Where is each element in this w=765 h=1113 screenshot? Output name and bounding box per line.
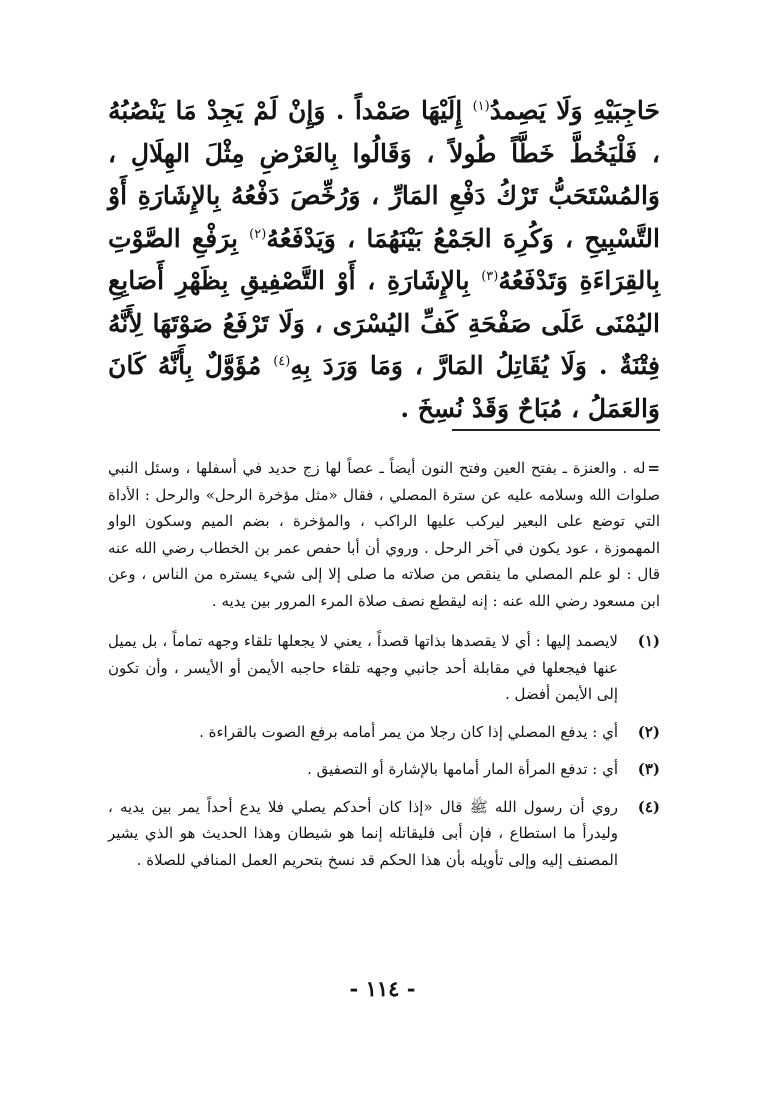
footnotes-section [108,455,660,884]
continuation-note [108,455,660,614]
continuation-marker: = [647,459,660,477]
main-text [108,90,660,430]
footnote-text: لايصمد إليها : أي لا يقصدها بذاتها قصداً ، يعني لا يجعلها تلقاء وجهه تماماً ، بل يميل عنها فيجعلها في مقابلة أحد جانبي وجهه تلقاء حاجبه الأيمن أو الأيسر ، وأن تكون إلى الأيمن أفضل . [108,632,618,703]
main-text-segment: بِرَفْعِ الصَّوْتِ بِالقِرَاءَةِ وَتَدْفَعُهُ [108,223,660,295]
footnote-separator [452,429,660,431]
footnote-number: (٢) [637,722,660,741]
main-text-segment: حَاجِبَيْهِ وَلَا يَصِمدُ [489,96,660,125]
footnote-item [108,756,660,783]
main-text-segment: إِلَيْهَا صَمْداً . وَإِنْ لَمْ يَجِدْ مَا يَنْصُبُهُ ، فَلْيَخُطَّ خَطَّاً طُولاً ، وَقَالُوا بِالعَرْضِ مِثْلَ الهِلَالِ ، وَالمُسْتَحَبُّ تَرْكُ دَفْعِ المَارِّ ، وَرُخِّصَ دَفْعُهُ بِالإِشَارَةِ أَوْ التَّسْبِيحِ ، وَكُرِهَ الجَمْعُ بَيْنَهُمَا ، وَيَدْفَعُهُ [108,96,660,253]
footnote-item [108,628,660,708]
footnote-number: (٤) [637,797,660,816]
main-text-segment: مُؤَوَّلٌ بِأَنَّهُ كَانَ وَالعَمَلُ ، مُبَاحٌ وَقَدْ نُسِخَ . [108,351,660,423]
footnote-text: أي : يدفع المصلي إذا كان رجلا من يمر أمامه برفع الصوت بالقراءة . [199,722,618,741]
footnote-marker: (٤) [273,354,291,369]
footnote-number: (٣) [637,760,660,778]
main-text-segment: بِالإِشَارَةِ ، أَوْ التَّصْفِيقِ بِظَهْرِ أَصَابِعِ اليُمْنَى عَلَى صَفْحَةِ كَفِّ اليُسْرَى ، وَلَا تَرْفَعُ صَوْتَهَا لِأَنَّهُ فِتْنَةٌ . وَلَا يُقَاتِلُ المَارَّ ، وَمَا وَرَدَ بِهِ [108,266,660,380]
footnote-marker: (١) [472,99,490,114]
main-paragraph [108,90,660,430]
footnote-text: روي أن رسول الله ﷺ قال «إذا كان أحدكم يصلي فلا يدع أحداً يمر بين يديه ، وليدرأ ما استطاع ، فإن أبى فليقاتله إنما هو شيطان وهذا الحديث هو الذي يشير المصنف إليه وإلى تأويله بأن هذا الحكم قد نسخ بتحريم العمل المنافي للصلاة . [108,797,618,869]
footnote-item [108,719,660,746]
footnote-marker: (٣) [481,269,499,284]
continuation-text: له . والعنزة ـ بفتح العين وفتح النون أيضاً ـ عصاً لها زج حديد في أسفلها ، وسئل النبي صلوات الله وسلامه عليه عن سترة المصلي ، فقال «مثل مؤخرة الرحل» والرحل : الأداة التي توضع على البعير ليركب عليها الراكب ، والمؤخرة ، بضم الميم وسكون الواو المهموزة ، عود يكون في آخر الرحل . وروي أن أبا حفص عمر بن الخطاب رضي الله عنه قال : لو علم المصلي ما ينقص من صلاته ما صلى إلا إلى شيء يستره من الناس ، وعن ابن مسعود رضي الله عنه : إنه ليقطع نصف صلاة المرء المرور بين يديه . [108,459,660,610]
page-number: - ١١٤ - [349,976,416,1001]
footnote-item [108,794,660,874]
footnote-number: (١) [637,632,660,650]
footnote-marker: (٢) [249,226,267,242]
footnote-text: أي : تدفع المرأة المار أمامها بالإشارة أو التصفيق . [307,760,618,778]
